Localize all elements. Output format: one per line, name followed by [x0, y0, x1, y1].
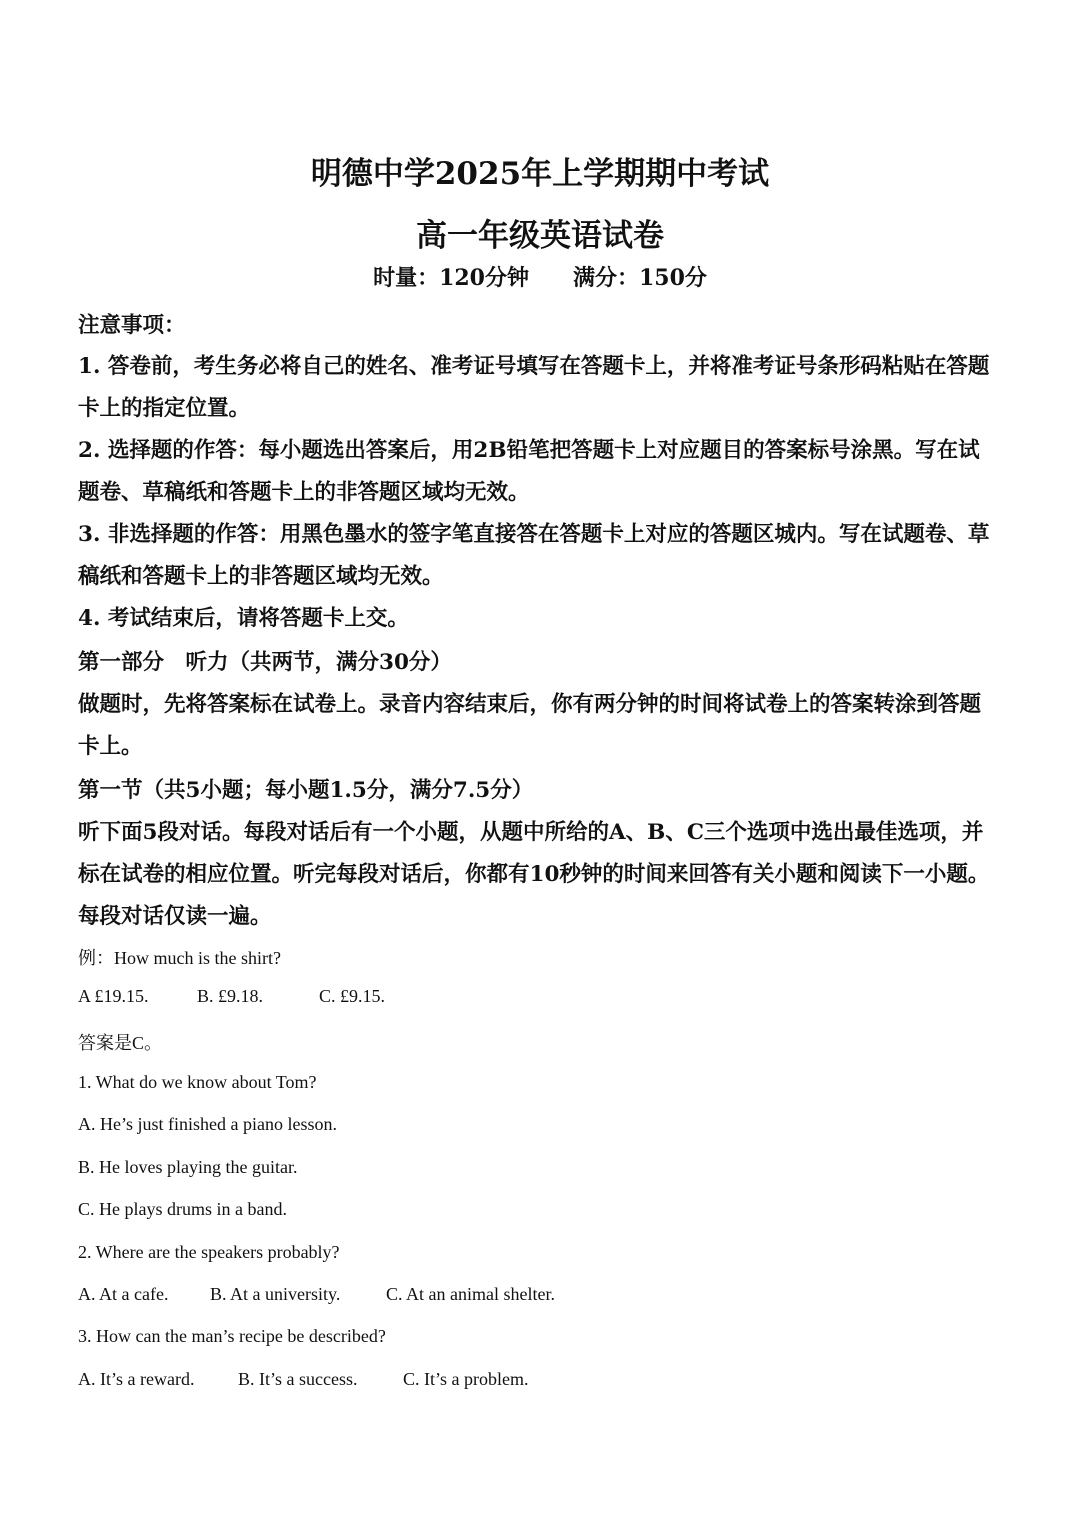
question-1-option-b: B. He loves playing the guitar.: [78, 1157, 298, 1177]
time-label: 时量：120分钟: [373, 265, 529, 291]
part-1-intro-line-2: 卡上。: [78, 734, 143, 759]
section-1-instruction-line-1: 听下面5段对话。每段对话后有一个小题，从题中所给的A、B、C三个选项中选出最佳选项，并: [78, 820, 984, 845]
time-and-score: [0, 261, 1080, 292]
question-2-option-b: B. At a university.: [210, 1284, 341, 1304]
question-2-stem: 2. Where are the speakers probably?: [78, 1242, 340, 1262]
question-1-option-c: C. He plays drums in a band.: [78, 1199, 287, 1219]
section-1-instruction-line-2: 标在试卷的相应位置。听完每段对话后，你都有10秒钟的时间来回答有关小题和阅读下一小题。: [78, 862, 990, 887]
example-option-a: A £19.15.: [78, 986, 149, 1006]
paper-title: 高一年级英语试卷: [416, 218, 664, 254]
note-item-3-line-1: 3. 非选择题的作答：用黑色墨水的签字笔直接答在答题卡上对应的答题区城内。写在试题卷、草: [78, 522, 990, 547]
question-2-option-a: A. At a cafe.: [78, 1284, 169, 1304]
question-3-options: [78, 1369, 528, 1390]
question-3-stem: 3. How can the man’s recipe be described?: [78, 1326, 386, 1346]
example-option-b: B. £9.18.: [197, 986, 264, 1006]
part-1-heading: 第一部分 听力（共两节，满分30分）: [78, 650, 452, 675]
example-answer: 答案是C。: [78, 1033, 163, 1053]
example-question: 例：How much is the shirt?: [78, 948, 281, 968]
question-3-option-a: A. It’s a reward.: [78, 1369, 195, 1389]
note-item-3-line-2: 稿纸和答题卡上的非答题区域均无效。: [78, 564, 444, 589]
notes-heading: 注意事项：: [78, 313, 186, 338]
example-option-c: C. £9.15.: [319, 986, 386, 1006]
note-item-4: 4. 考试结束后，请将答题卡上交。: [78, 606, 409, 631]
question-3-option-b: B. It’s a success.: [238, 1369, 358, 1389]
section-1-heading: 第一节（共5小题；每小题1.5分，满分7.5分）: [78, 778, 534, 803]
school-exam-title: 明德中学2025年上学期期中考试: [310, 156, 770, 192]
question-1-option-a: A. He’s just finished a piano lesson.: [78, 1114, 337, 1134]
question-3-option-c: C. It’s a problem.: [403, 1369, 529, 1389]
part-1-intro-line-1: 做题时，先将答案标在试卷上。录音内容结束后，你有两分钟的时间将试卷上的答案转涂到答题: [78, 692, 982, 717]
note-item-2-line-1: 2. 选择题的作答：每小题选出答案后，用2B铅笔把答题卡上对应题目的答案标号涂黑。写在试: [78, 438, 980, 463]
question-2-options: [78, 1284, 555, 1305]
note-item-2-line-2: 题卷、草稿纸和答题卡上的非答题区域均无效。: [78, 480, 530, 505]
note-item-1-line-2: 卡上的指定位置。: [78, 396, 251, 421]
note-item-1-line-1: 1. 答卷前，考生务必将自己的姓名、准考证号填写在答题卡上，并将准考证号条形码粘贴在答题: [78, 354, 990, 379]
score-label: 满分：150分: [573, 265, 707, 291]
example-options: [78, 986, 385, 1007]
question-1-stem: 1. What do we know about Tom?: [78, 1072, 317, 1092]
question-2-option-c: C. At an animal shelter.: [386, 1284, 555, 1304]
section-1-instruction-line-3: 每段对话仅读一遍。: [78, 904, 272, 929]
